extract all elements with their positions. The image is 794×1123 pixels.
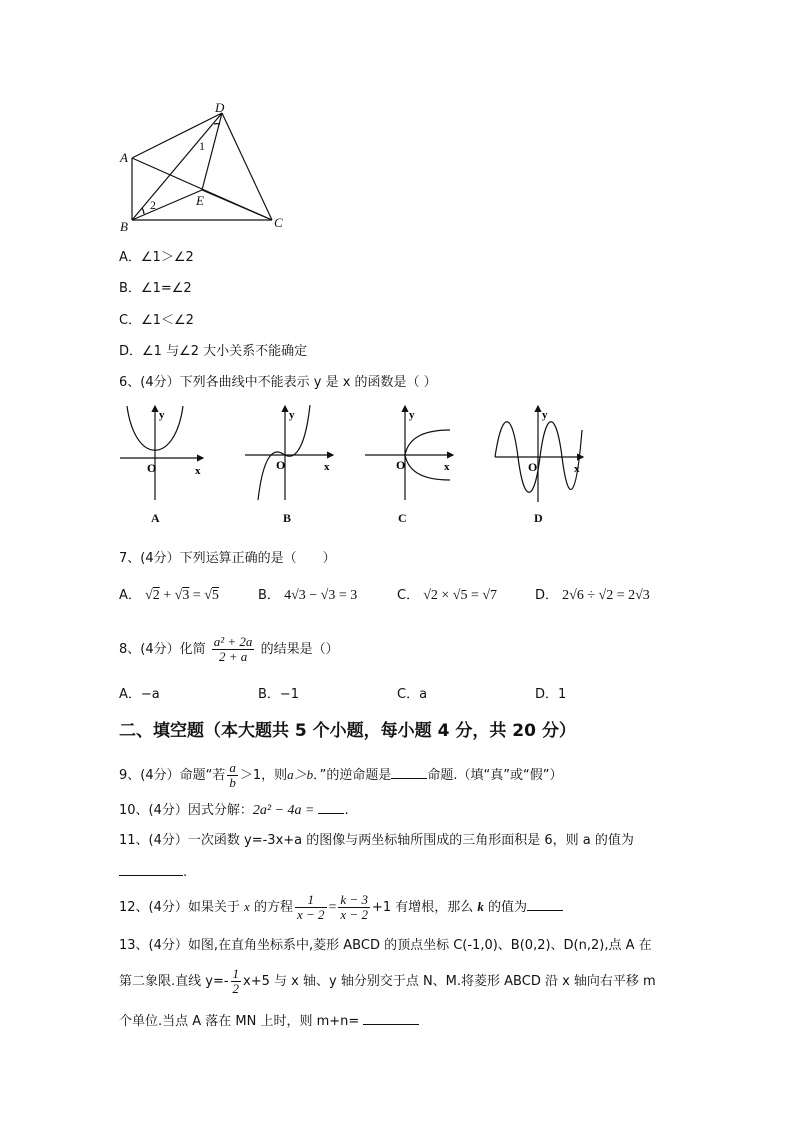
graph-a-x-label: x: [195, 465, 201, 477]
q6-graph-a-label: A: [151, 511, 160, 525]
q7-b-letter: B．: [258, 588, 280, 603]
q6-graph-b-label: B: [283, 511, 292, 525]
q12-f2-numerator: k − 3: [340, 892, 368, 907]
graph-b-y-label: y: [289, 409, 295, 421]
q12-mid: 的方程: [253, 900, 293, 915]
q8-option-a: A．−a: [119, 687, 160, 702]
q7-option-c: [397, 587, 497, 605]
label-E: E: [196, 193, 204, 208]
q12-answer-blank[interactable]: [527, 910, 563, 911]
graph-c-y-label: y: [409, 409, 415, 421]
q12: [119, 887, 563, 928]
q13-line-2: [119, 962, 656, 1002]
label-C: C: [274, 215, 283, 230]
q7-b-expr: 4√3 − √3 = 3: [284, 588, 358, 603]
graph-b-x-label: x: [324, 461, 330, 473]
q6-graph-a: [115, 400, 210, 505]
q13-answer-blank[interactable]: [363, 1024, 419, 1025]
q12-tail: 的值为: [488, 900, 528, 915]
q8-numerator: a² + 2a: [213, 634, 253, 649]
q10: [119, 802, 349, 820]
graph-c-x-label: x: [444, 461, 450, 473]
graph-b-origin: O: [276, 458, 286, 472]
q8-denominator: 2 + a: [218, 649, 248, 664]
q8-suffix: 的结果是（）: [260, 642, 339, 657]
q6-graph-b: [240, 400, 340, 505]
graph-d-y-label: y: [542, 409, 548, 421]
q9-suffix: ．”的逆命题是: [313, 768, 392, 783]
q12-f2-denominator: x − 2: [340, 907, 368, 922]
graph-a-y-label: y: [159, 409, 165, 421]
label-D: D: [215, 100, 225, 115]
q12-fraction-2: [338, 893, 370, 922]
q12-f1-numerator: 1: [295, 893, 327, 908]
q8-option-b: B．−1: [258, 687, 300, 702]
q8-fraction: [212, 635, 255, 664]
q9: [119, 755, 562, 796]
q7-option-a: [119, 587, 219, 605]
q6-graph-c-label: C: [398, 511, 407, 525]
q8-option-d: D．1: [535, 687, 567, 702]
q12-equals: =: [328, 900, 337, 915]
q12-f1-denominator: x − 2: [296, 907, 325, 922]
q11-answer-line: [119, 864, 187, 882]
q6-graph-d-label: D: [534, 511, 543, 525]
q12-after: +1 有增根，那么: [371, 900, 474, 915]
q7-stem: 7、(4分）下列运算正确的是（ ）: [119, 551, 336, 566]
q9-numerator: a: [229, 760, 236, 775]
q13-line-1: 13、(4分）如图,在直角坐标系中,菱形 ABCD 的顶点坐标 C(-1,0)、B(0,2)、D(n,2),点 A 在: [119, 938, 652, 953]
q11-text: 11、(4分）一次函数 y=-3x+a 的图像与两坐标轴所围成的三角形面积是 6，则 a 的值为: [119, 833, 634, 848]
q9-mid: ＞1，则: [239, 768, 288, 783]
q5-option-c: C．∠1＜∠2: [119, 313, 194, 328]
q5-option-a: A．∠1＞∠2: [119, 250, 194, 265]
q10-expression: 2a² − 4a =: [252, 803, 315, 818]
q7-a-letter: A．: [119, 588, 141, 603]
q8-prefix: 8、(4分）化简: [119, 642, 206, 657]
q12-prefix: 12、(4分）如果关于: [119, 900, 240, 915]
q7-option-d: [535, 587, 650, 605]
q8-option-c: C．a: [397, 687, 428, 702]
q13-line-3: [119, 1013, 419, 1031]
q11-answer-blank[interactable]: [119, 875, 183, 876]
q9-tail: 命题.（填“真”或“假”）: [427, 768, 563, 783]
q7-d-expr: 2√6 ÷ √2 = 2√3: [562, 588, 650, 603]
q11-end: .: [183, 865, 188, 880]
angle-2-label: 2: [150, 198, 156, 212]
q9-prefix: 9、(4分）命题“若: [119, 768, 226, 783]
q13-line-3-text: 个单位.当点 A 落在 MN 上时，则 m+n=: [119, 1014, 360, 1029]
q8-stem: [119, 630, 339, 670]
q12-k: k: [477, 899, 484, 914]
q5-option-b: B．∠1=∠2: [119, 281, 192, 296]
label-B: B: [120, 219, 128, 234]
q9-denominator: b: [229, 775, 236, 790]
q10-prefix: 10、(4分）因式分解：: [119, 803, 253, 818]
q12-x: x: [244, 899, 250, 914]
q13-fraction: [231, 967, 242, 996]
q6-stem: 6、(4分）下列各曲线中不能表示 y 是 x 的函数是（ ）: [119, 375, 437, 390]
q10-answer-blank[interactable]: [318, 813, 344, 814]
q9-fraction: [227, 761, 238, 790]
q7-c-expr: √2 × √5 = √7: [423, 588, 498, 603]
q7-a-expr: √2 + √3 = √5: [145, 588, 219, 603]
q6-graph-d: [490, 400, 590, 505]
graph-c-origin: O: [396, 458, 406, 472]
q9-condition: a＞b: [287, 767, 314, 782]
graph-d-x-label: x: [574, 463, 580, 475]
q10-end: .: [344, 803, 349, 818]
section-2-title: 二、填空题（本大题共 5 个小题，每小题 4 分，共 20 分）: [119, 721, 576, 741]
q13-denominator: 2: [232, 981, 240, 996]
graph-a-origin: O: [147, 461, 157, 475]
q13-numerator: 1: [232, 966, 240, 981]
angle-1-label: 1: [199, 139, 205, 153]
q5-option-d: D．∠1 与∠2 大小关系不能确定: [119, 344, 308, 359]
geometry-figure: [110, 100, 300, 235]
q7-option-b: [258, 587, 357, 605]
q13-line-2a: 第二象限.直线 y=-: [119, 974, 229, 989]
graph-d-origin: O: [528, 460, 538, 474]
q6-graph-c: [360, 400, 460, 505]
q13-line-2b: x+5 与 x 轴、y 轴分别交于点 N、M.将菱形 ABCD 沿 x 轴向右平移 m: [243, 974, 656, 989]
q12-fraction-1: [295, 893, 327, 922]
q7-d-letter: D．: [535, 588, 559, 603]
label-A: A: [120, 150, 128, 165]
q9-answer-blank[interactable]: [391, 778, 427, 779]
q7-c-letter: C．: [397, 588, 420, 603]
